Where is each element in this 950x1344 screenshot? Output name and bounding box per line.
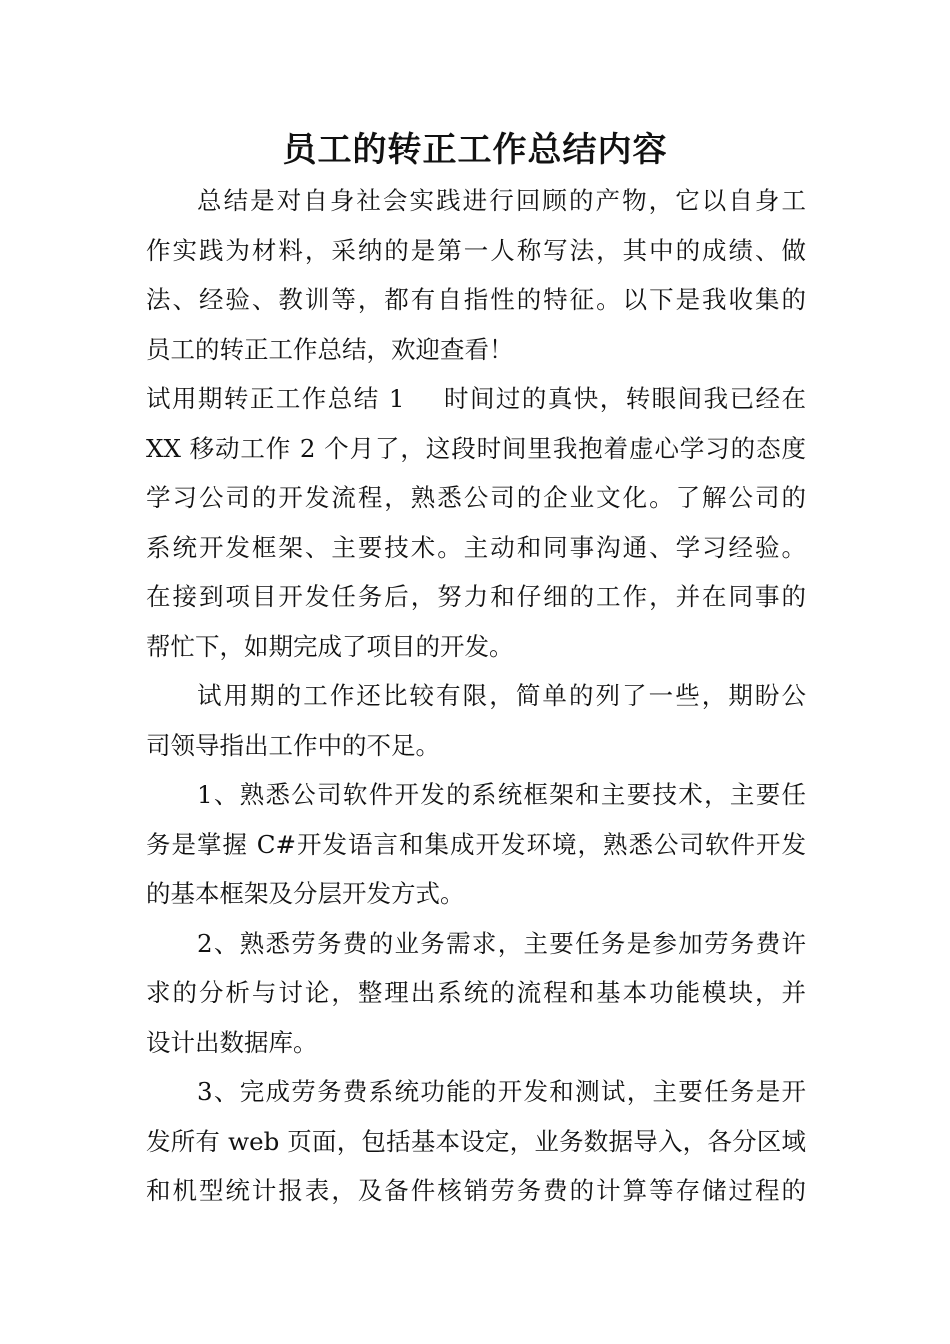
paragraph-line: 试用期的工作还比较有限，简单的列了一些，期盼公 bbox=[197, 681, 806, 710]
paragraph-line: 员工的转正工作总结，欢迎查看！ bbox=[146, 334, 514, 364]
document-title: 员工的转正工作总结内容 bbox=[282, 130, 668, 170]
list-item-line: 2、熟悉劳务费的业务需求，主要任务是参加劳务费许 bbox=[197, 928, 806, 958]
paragraph-line: 法、经验、教训等，都有自指性的特征。以下是我收集的 bbox=[146, 285, 806, 314]
list-item-line: 3、完成劳务费系统功能的开发和测试，主要任务是开 bbox=[197, 1077, 806, 1106]
list-item-line: 发所有 web 页面，包括基本设定，业务数据导入，各分区域 bbox=[146, 1126, 806, 1156]
paragraph-line: XX 移动工作 2 个月了，这段时间里我抱着虚心学习的态度 bbox=[146, 433, 806, 463]
paragraph-line: 帮忙下，如期完成了项目的开发。 bbox=[146, 631, 514, 661]
list-item-line: 务是掌握 C#开发语言和集成开发环境，熟悉公司软件开发 bbox=[146, 829, 806, 859]
paragraph-line: 总结是对自身社会实践进行回顾的产物，它以自身工 bbox=[197, 186, 806, 215]
paragraph-line: 在接到项目开发任务后，努力和仔细的工作，并在同事的 bbox=[146, 582, 806, 611]
paragraph-line: 系统开发框架、主要技术。主动和同事沟通、学习经验。 bbox=[146, 532, 806, 562]
list-item-line: 求的分析与讨论，整理出系统的流程和基本功能模块，并 bbox=[146, 978, 806, 1007]
list-item-line: 1、熟悉公司软件开发的系统框架和主要技术，主要任 bbox=[197, 780, 806, 809]
list-item-line: 和机型统计报表，及备件核销劳务费的计算等存储过程的 bbox=[146, 1176, 806, 1205]
paragraph-text: 时间过的真快，转眼间我已经在 bbox=[442, 384, 806, 413]
section-heading: 试用期转正工作总结 1 bbox=[146, 384, 405, 413]
section-heading-line bbox=[146, 374, 806, 424]
paragraph-line: 学习公司的开发流程，熟悉公司的企业文化。了解公司的 bbox=[146, 483, 806, 512]
document-body bbox=[146, 176, 806, 1216]
list-item-line: 的基本框架及分层开发方式。 bbox=[146, 879, 465, 908]
paragraph-line: 司领导指出工作中的不足。 bbox=[146, 730, 440, 760]
paragraph-line: 作实践为材料，采纳的是第一人称写法，其中的成绩、做 bbox=[146, 235, 806, 265]
list-item-line: 设计出数据库。 bbox=[146, 1027, 318, 1057]
